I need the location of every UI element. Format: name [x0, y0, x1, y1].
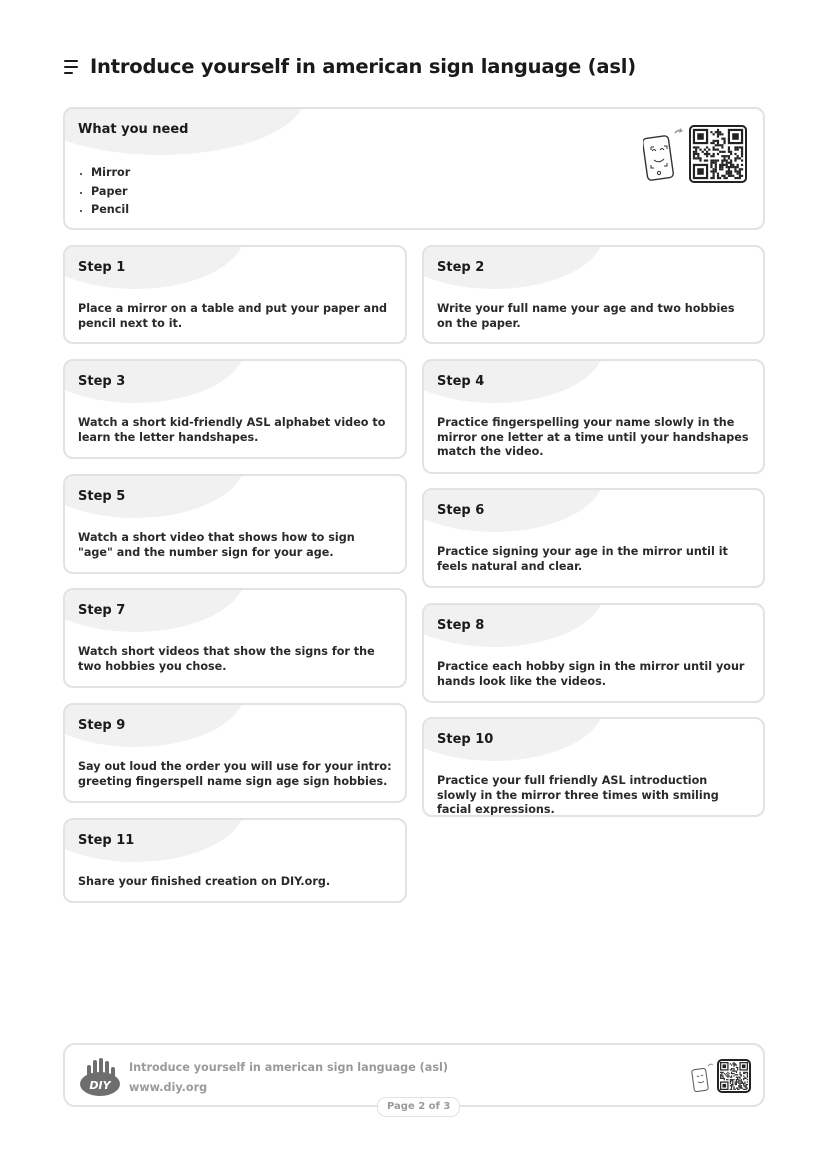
step-card [422, 488, 765, 588]
step-text: Watch a short kid-friendly ASL alphabet video to learn the letter handshapes. [78, 416, 386, 444]
step-label: Step 8 [437, 618, 485, 633]
step-label: Step 3 [78, 374, 126, 389]
list-item: • Pencil [91, 201, 130, 220]
what-you-need-card [63, 107, 765, 230]
menu-icon[interactable] [64, 59, 80, 74]
diy-logo [79, 1057, 121, 1097]
footer-title: Introduce yourself in american sign language (asl) [129, 1061, 448, 1074]
step-label: Step 7 [78, 603, 126, 618]
step-label: Step 9 [78, 718, 126, 733]
logo-text: DIY [89, 1079, 111, 1092]
step-card [63, 588, 407, 688]
step-label: Step 2 [437, 260, 485, 275]
step-text: Write your full name your age and two hobbies on the paper. [437, 302, 735, 330]
phone-scan-icon [691, 1061, 715, 1093]
what-you-need-heading: What you need [78, 122, 189, 137]
step-text: Practice fingerspelling your name slowly in the mirror one letter at a time until your handshapes match the video. [437, 416, 749, 458]
step-card [422, 359, 765, 474]
step-text: Watch short videos that show the signs for the two hobbies you chose. [78, 645, 375, 673]
step-card [63, 818, 407, 903]
step-card [63, 474, 407, 574]
qr-code[interactable] [717, 1059, 751, 1093]
step-label: Step 1 [78, 260, 126, 275]
step-card [422, 245, 765, 344]
step-card [63, 245, 407, 344]
list-item: • Paper [91, 183, 130, 202]
step-text: Practice your full friendly ASL introduction slowly in the mirror three times with smiling facial expressions. [437, 774, 719, 816]
step-card [422, 603, 765, 703]
step-text: Practice each hobby sign in the mirror until your hands look like the videos. [437, 660, 745, 688]
step-card [422, 717, 765, 817]
step-text: Say out loud the order you will use for your intro: greeting fingerspell name sign age sign hobbies. [78, 760, 392, 788]
list-item: • Mirror [91, 164, 130, 183]
step-card [63, 359, 407, 459]
step-label: Step 4 [437, 374, 485, 389]
page-indicator: Page 2 of 3 [377, 1097, 460, 1117]
materials-list [78, 164, 130, 220]
step-label: Step 10 [437, 732, 494, 747]
qr-code[interactable] [689, 125, 747, 183]
step-label: Step 5 [78, 489, 126, 504]
step-text: Place a mirror on a table and put your paper and pencil next to it. [78, 302, 388, 330]
step-label: Step 6 [437, 503, 485, 518]
step-card [63, 703, 407, 803]
step-text: Practice signing your age in the mirror until it feels natural and clear. [437, 545, 728, 573]
page-header [64, 55, 636, 78]
step-label: Step 11 [78, 833, 135, 848]
footer-url[interactable]: www.diy.org [129, 1081, 208, 1094]
step-text: Share your finished creation on DIY.org. [78, 875, 331, 888]
phone-scan-icon [643, 125, 687, 183]
page-title: Introduce yourself in american sign language (asl) [90, 55, 636, 78]
step-text: Watch a short video that shows how to sign "age" and the number sign for your age. [78, 531, 355, 559]
